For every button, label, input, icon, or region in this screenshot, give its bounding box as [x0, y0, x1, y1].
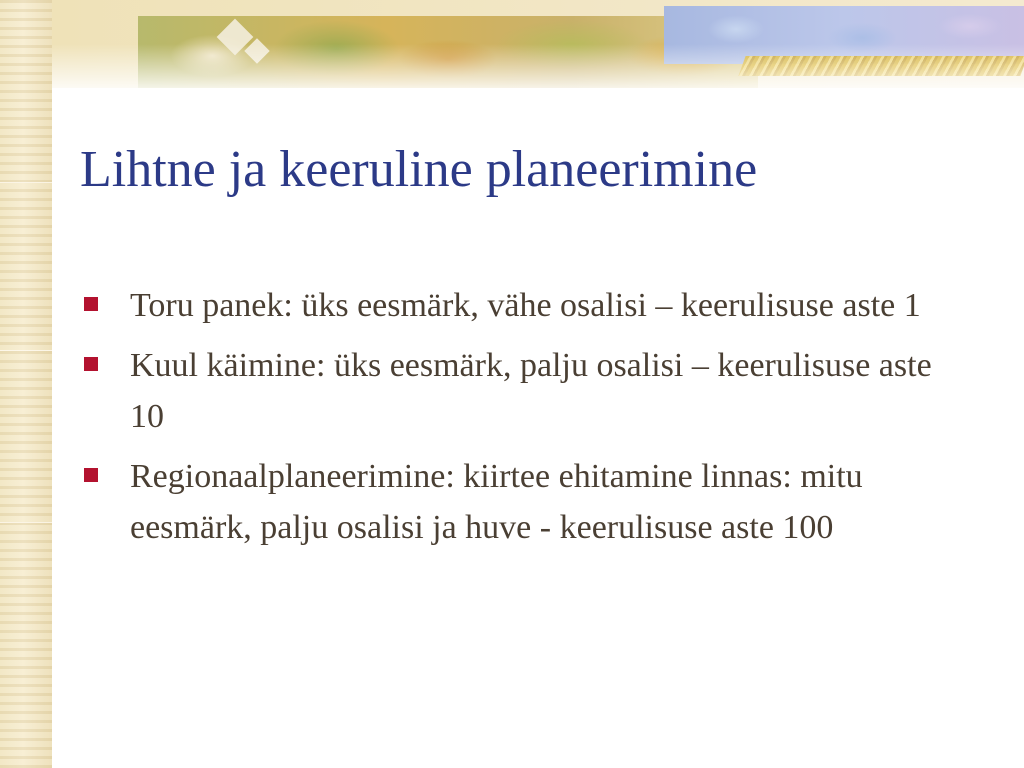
- parchment-seam: [0, 522, 52, 523]
- bullet-text: Toru panek: üks eesmärk, vähe osalisi – keerulisuse aste 1: [130, 287, 921, 324]
- slide-title: Lihtne ja keeruline planeerimine: [80, 141, 758, 198]
- bullet-item: [82, 451, 962, 553]
- leaf-banner-image: [52, 0, 1024, 88]
- bullet-item: [82, 340, 962, 442]
- bullet-list: [82, 280, 962, 562]
- parchment-seam: [0, 350, 52, 351]
- slide-content: [52, 88, 1024, 768]
- bullet-text: Regionaalplaneerimine: kiirtee ehitamine linnas: mitu eesmärk, palju osalisi ja huve - keerulisuse aste 100: [130, 458, 863, 546]
- square-bullet-icon: [84, 468, 98, 482]
- square-bullet-icon: [84, 357, 98, 371]
- parchment-seam: [0, 182, 52, 183]
- parchment-strip: [0, 0, 52, 768]
- square-bullet-icon: [84, 297, 98, 311]
- bullet-item: [82, 280, 962, 331]
- banner-fade: [52, 44, 1024, 88]
- bullet-text: Kuul käimine: üks eesmärk, palju osalisi – keerulisuse aste 10: [130, 347, 932, 435]
